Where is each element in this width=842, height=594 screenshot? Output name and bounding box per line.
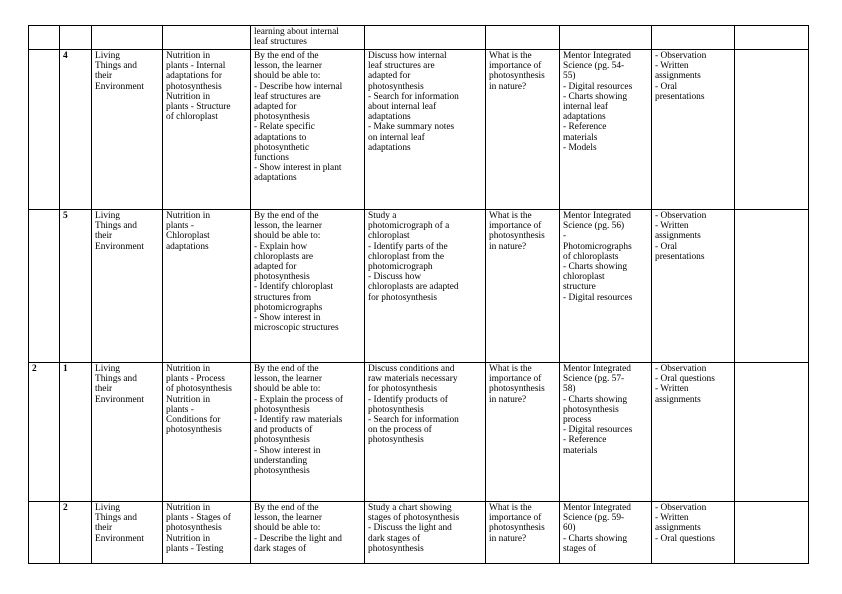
sub-strand-line: photosynthesis (166, 425, 222, 436)
learning-outcomes-line: - Show interest in plant (254, 163, 342, 174)
learning-resources-line: Mentor Integrated (563, 503, 631, 513)
assessment-line: assignments (655, 394, 701, 405)
strand-line: Living (95, 211, 120, 221)
key-inquiry-cell (486, 50, 560, 210)
learning-activities-line: dark stages of (368, 533, 421, 544)
sub-strand-line: plants - Internal (166, 61, 226, 72)
learning-resources-line: Science (pg. 54- (563, 61, 625, 72)
sub-strand-line: plants - Testing (166, 543, 224, 554)
assessment-cell (652, 363, 735, 502)
learning-resources-line: Mentor Integrated (563, 211, 631, 221)
learning-activities-line: - Discuss the light and (368, 523, 452, 534)
sub-strand-cell (163, 26, 251, 50)
learning-resources-line: stages of (563, 543, 597, 554)
learning-outcomes-line: microscopic structures (254, 323, 339, 334)
learning-outcomes-line: photosynthetic (254, 142, 310, 153)
learning-resources-line: materials (563, 445, 598, 456)
learning-activities-line: Discuss conditions and (368, 364, 455, 374)
learning-outcomes-line: chloroplasts are (254, 251, 314, 262)
sub-strand-line: Nutrition in (166, 503, 211, 513)
assessment-line: - Written (655, 384, 689, 395)
table-row (29, 50, 809, 210)
sub-strand-line: Chloroplast (166, 231, 210, 242)
learning-outcomes-line: - Identify raw materials (254, 415, 343, 426)
learning-resources-cell (560, 210, 652, 363)
learning-activities-line: about internal leaf (368, 102, 437, 113)
strand-line: Things and (95, 513, 137, 524)
assessment-line: - Observation (655, 211, 707, 221)
assessment-cell (652, 26, 735, 50)
remarks-cell (735, 210, 809, 363)
week-cell (29, 26, 60, 50)
week-cell (29, 210, 60, 363)
key-inquiry-line: What is the (489, 51, 532, 61)
learning-resources-line: - Reference (563, 435, 607, 446)
learning-activities-line: Study a chart showing (368, 503, 452, 513)
learning-outcomes-line: adaptations to (254, 132, 307, 143)
key-inquiry-cell (486, 502, 560, 564)
sub-strand-line: plants - Structure (166, 102, 231, 113)
key-inquiry-line: What is the (489, 211, 532, 221)
learning-activities-line: chloroplast (368, 231, 410, 242)
sub-strand-cell (163, 210, 251, 363)
learning-outcomes-line: functions (254, 153, 289, 164)
assessment-line: - Oral (655, 241, 678, 252)
table-row (29, 210, 809, 363)
learning-outcomes-line: understanding (254, 455, 308, 466)
learning-activities-cell (365, 210, 486, 363)
learning-resources-line: Science (pg. 57- (563, 374, 625, 385)
learning-resources-line: - Digital resources (563, 425, 633, 436)
learning-activities-line: photosynthesis (368, 435, 424, 446)
remarks-cell (735, 363, 809, 502)
learning-activities-cell (365, 26, 486, 50)
strand-cell (92, 26, 163, 50)
learning-outcomes-line: By the end of the (254, 211, 319, 221)
learning-outcomes-line: dark stages of (254, 543, 307, 554)
strand-line: Things and (95, 61, 137, 72)
remarks-cell (735, 26, 809, 50)
learning-outcomes-line: - Identify chloroplast (254, 282, 334, 293)
sub-strand-cell (163, 363, 251, 502)
learning-activities-line: raw materials necessary (368, 374, 458, 385)
sub-strand-line: Nutrition in (166, 394, 211, 405)
learning-outcomes-line: - Explain how (254, 241, 308, 252)
learning-outcomes-line: should be able to: (254, 231, 321, 242)
sub-strand-line: adaptations (166, 241, 209, 252)
learning-outcomes-line: adapted for (254, 102, 297, 113)
sub-strand-line: photosynthesis (166, 523, 222, 534)
assessment-line: presentations (655, 91, 705, 102)
assessment-cell (652, 50, 735, 210)
learning-activities-line: on the process of (368, 425, 432, 436)
learning-resources-line: 60) (563, 523, 576, 534)
strand-line: their (95, 231, 113, 242)
lesson-cell: 5 (60, 210, 92, 363)
sub-strand-line: plants - (166, 221, 194, 232)
learning-outcomes-line: and products of (254, 425, 313, 436)
strand-line: Things and (95, 374, 137, 385)
strand-cell (92, 363, 163, 502)
learning-outcomes-cell (251, 210, 365, 363)
assessment-line: - Observation (655, 364, 707, 374)
assessment-line: - Oral (655, 81, 678, 92)
learning-resources-line: 55) (563, 71, 576, 82)
learning-activities-line: photosynthesis (368, 404, 424, 415)
strand-line: their (95, 523, 113, 534)
table-row (29, 502, 809, 564)
remarks-cell (735, 502, 809, 564)
learning-outcomes-line: By the end of the (254, 51, 319, 61)
key-inquiry-line: in nature? (489, 241, 527, 252)
scheme-of-work-table (28, 25, 809, 564)
learning-activities-line: on internal leaf (368, 132, 425, 143)
sub-strand-line: of photosynthesis (166, 384, 232, 395)
sub-strand-line: Nutrition in (166, 51, 211, 61)
key-inquiry-cell (486, 26, 560, 50)
learning-outcomes-line: - Explain the process of (254, 394, 344, 405)
strand-line: Environment (95, 533, 144, 544)
key-inquiry-line: importance of (489, 221, 542, 232)
learning-resources-line: - Charts showing (563, 533, 628, 544)
week-cell (29, 50, 60, 210)
learning-resources-line: - Charts showing (563, 394, 628, 405)
sub-strand-cell (163, 50, 251, 210)
learning-resources-line: - Reference (563, 122, 607, 133)
assessment-line: - Written (655, 61, 689, 72)
learning-resources-cell (560, 26, 652, 50)
learning-activities-line: adaptations (368, 112, 411, 123)
learning-outcomes-cell (251, 50, 365, 210)
learning-resources-cell (560, 50, 652, 210)
assessment-line: assignments (655, 231, 701, 242)
learning-resources-line: 58) (563, 384, 576, 395)
strand-line: Living (95, 364, 120, 374)
learning-outcomes-cell (251, 502, 365, 564)
key-inquiry-line: in nature? (489, 533, 527, 544)
strand-line: Living (95, 51, 120, 61)
learning-resources-line: adaptations (563, 112, 606, 123)
learning-activities-line: adapted for (368, 71, 411, 82)
learning-resources-line: - Models (563, 142, 597, 153)
learning-outcomes-cell (251, 363, 365, 502)
strand-line: their (95, 384, 113, 395)
assessment-cell (652, 210, 735, 363)
sub-strand-line: plants - (166, 404, 194, 415)
learning-outcomes-line: photosynthesis (254, 435, 310, 446)
learning-outcomes-line: adaptations (254, 173, 297, 184)
learning-outcomes-line: leaf structures are (254, 91, 321, 102)
table-row (29, 26, 809, 50)
assessment-line: assignments (655, 523, 701, 534)
learning-outcomes-line: photosynthesis (254, 404, 310, 415)
key-inquiry-line: What is the (489, 364, 532, 374)
week-cell: 2 (29, 363, 60, 502)
learning-activities-line: adaptations (368, 142, 411, 153)
learning-outcomes-line: - Describe the light and (254, 533, 342, 544)
learning-outcomes-line: lesson, the learner (254, 513, 322, 524)
learning-activities-line: photomicrograph of a (368, 221, 450, 232)
key-inquiry-line: in nature? (489, 81, 527, 92)
learning-outcomes-line: should be able to: (254, 384, 321, 395)
strand-line: Environment (95, 81, 144, 92)
learning-outcomes-line: - Relate specific (254, 122, 315, 133)
learning-activities-line: for photosynthesis (368, 384, 438, 395)
learning-outcomes-line: should be able to: (254, 523, 321, 534)
learning-outcomes-line: photosynthesis (254, 272, 310, 283)
learning-resources-line: Science (pg. 59- (563, 513, 625, 524)
key-inquiry-line: importance of (489, 374, 542, 385)
learning-activities-line: photosynthesis (368, 81, 424, 92)
strand-cell (92, 50, 163, 210)
assessment-line: presentations (655, 251, 705, 262)
remarks-cell (735, 50, 809, 210)
key-inquiry-line: photosynthesis (489, 523, 545, 534)
learning-resources-line: structure (563, 282, 596, 293)
strand-line: Environment (95, 394, 144, 405)
learning-activities-line: - Make summary notes (368, 122, 455, 133)
learning-resources-line: of chloroplasts (563, 251, 619, 262)
learning-activities-line: - Search for information (368, 415, 459, 426)
lesson-cell: 2 (60, 502, 92, 564)
strand-line: Environment (95, 241, 144, 252)
sub-strand-line: Nutrition in (166, 364, 211, 374)
learning-activities-line: photosynthesis (368, 543, 424, 554)
assessment-line: - Observation (655, 51, 707, 61)
key-inquiry-line: importance of (489, 61, 542, 72)
learning-resources-line: - Charts showing (563, 91, 628, 102)
learning-outcomes-line: By the end of the (254, 364, 319, 374)
assessment-line: - Written (655, 221, 689, 232)
learning-resources-cell (560, 363, 652, 502)
learning-outcomes-line: photosynthesis (254, 466, 310, 477)
assessment-line: - Written (655, 513, 689, 524)
learning-outcomes-line: photosynthesis (254, 112, 310, 123)
key-inquiry-line: What is the (489, 503, 532, 513)
learning-resources-cell (560, 502, 652, 564)
learning-activities-cell (365, 363, 486, 502)
learning-resources-line: Mentor Integrated (563, 364, 631, 374)
sub-strand-line: Nutrition in (166, 91, 211, 102)
strand-line: their (95, 71, 113, 82)
lesson-cell: 1 (60, 363, 92, 502)
learning-outcomes-line: - Show interest in (254, 313, 321, 324)
key-inquiry-line: importance of (489, 513, 542, 524)
key-inquiry-cell (486, 210, 560, 363)
learning-activities-line: Discuss how internal (368, 51, 447, 61)
learning-resources-line: Mentor Integrated (563, 51, 631, 61)
learning-outcomes-line: lesson, the learner (254, 374, 322, 385)
learning-outcomes-line: - Show interest in (254, 445, 321, 456)
learning-outcomes-line: photomicrographs (254, 302, 323, 313)
learning-activities-line: stages of photosynthesis (368, 513, 460, 524)
strand-line: Things and (95, 221, 137, 232)
learning-activities-line: - Identify parts of the (368, 241, 448, 252)
learning-activities-line: - Identify products of (368, 394, 448, 405)
learning-activities-line: Study a (368, 211, 397, 221)
lesson-cell (60, 26, 92, 50)
sub-strand-line: photosynthesis (166, 81, 222, 92)
key-inquiry-cell (486, 363, 560, 502)
assessment-cell (652, 502, 735, 564)
assessment-line: assignments (655, 71, 701, 82)
learning-activities-line: leaf structures are (368, 61, 435, 72)
learning-outcomes-line: adapted for (254, 262, 297, 273)
learning-resources-line: - Digital resources (563, 81, 633, 92)
learning-activities-cell (365, 502, 486, 564)
sub-strand-line: Conditions for (166, 415, 221, 426)
learning-activities-line: chloroplasts are adapted (368, 282, 459, 293)
learning-resources-line: Science (pg. 56) (563, 221, 625, 232)
table-row (29, 363, 809, 502)
learning-resources-line: - Digital resources (563, 292, 633, 303)
learning-resources-line: process (563, 415, 592, 426)
learning-outcomes-line: - Describe how internal (254, 81, 343, 92)
lesson-cell: 4 (60, 50, 92, 210)
learning-outcomes-line: By the end of the (254, 503, 319, 513)
learning-activities-line: - Discuss how (368, 272, 422, 283)
sub-strand-line: plants - Process (166, 374, 225, 385)
sub-strand-line: adaptations for (166, 71, 222, 82)
sub-strand-line: plants - Stages of (166, 513, 231, 524)
week-cell (29, 502, 60, 564)
learning-outcomes-line: leaf structures (254, 37, 307, 48)
key-inquiry-line: photosynthesis (489, 71, 545, 82)
sub-strand-line: Nutrition in (166, 533, 211, 544)
learning-activities-line: chloroplast from the (368, 251, 445, 262)
learning-outcomes-line: learning about internal (254, 27, 339, 37)
learning-resources-line: photosynthesis (563, 404, 619, 415)
learning-resources-line: - Charts showing (563, 262, 628, 273)
key-inquiry-line: in nature? (489, 394, 527, 405)
learning-outcomes-line: structures from (254, 292, 312, 303)
learning-outcomes-line: lesson, the learner (254, 221, 322, 232)
assessment-line: - Oral questions (655, 374, 715, 385)
learning-resources-line: Photomicrographs (563, 241, 632, 252)
learning-activities-cell (365, 50, 486, 210)
sub-strand-line: of chloroplast (166, 112, 218, 123)
learning-activities-line: - Search for information (368, 91, 459, 102)
strand-cell (92, 210, 163, 363)
learning-outcomes-line: should be able to: (254, 71, 321, 82)
key-inquiry-line: photosynthesis (489, 384, 545, 395)
table-body (29, 26, 809, 564)
learning-resources-line: chloroplast (563, 272, 605, 283)
learning-activities-line: for photosynthesis (368, 292, 438, 303)
assessment-line: - Observation (655, 503, 707, 513)
sub-strand-cell (163, 502, 251, 564)
assessment-line: - Oral questions (655, 533, 715, 544)
learning-resources-line: - (563, 231, 567, 242)
key-inquiry-line: photosynthesis (489, 231, 545, 242)
sub-strand-line: Nutrition in (166, 211, 211, 221)
strand-cell (92, 502, 163, 564)
learning-resources-line: materials (563, 132, 598, 143)
learning-outcomes-cell (251, 26, 365, 50)
learning-resources-line: internal leaf (563, 102, 609, 113)
strand-line: Living (95, 503, 120, 513)
learning-outcomes-line: lesson, the learner (254, 61, 322, 72)
learning-activities-line: photomicrograph (368, 262, 433, 273)
